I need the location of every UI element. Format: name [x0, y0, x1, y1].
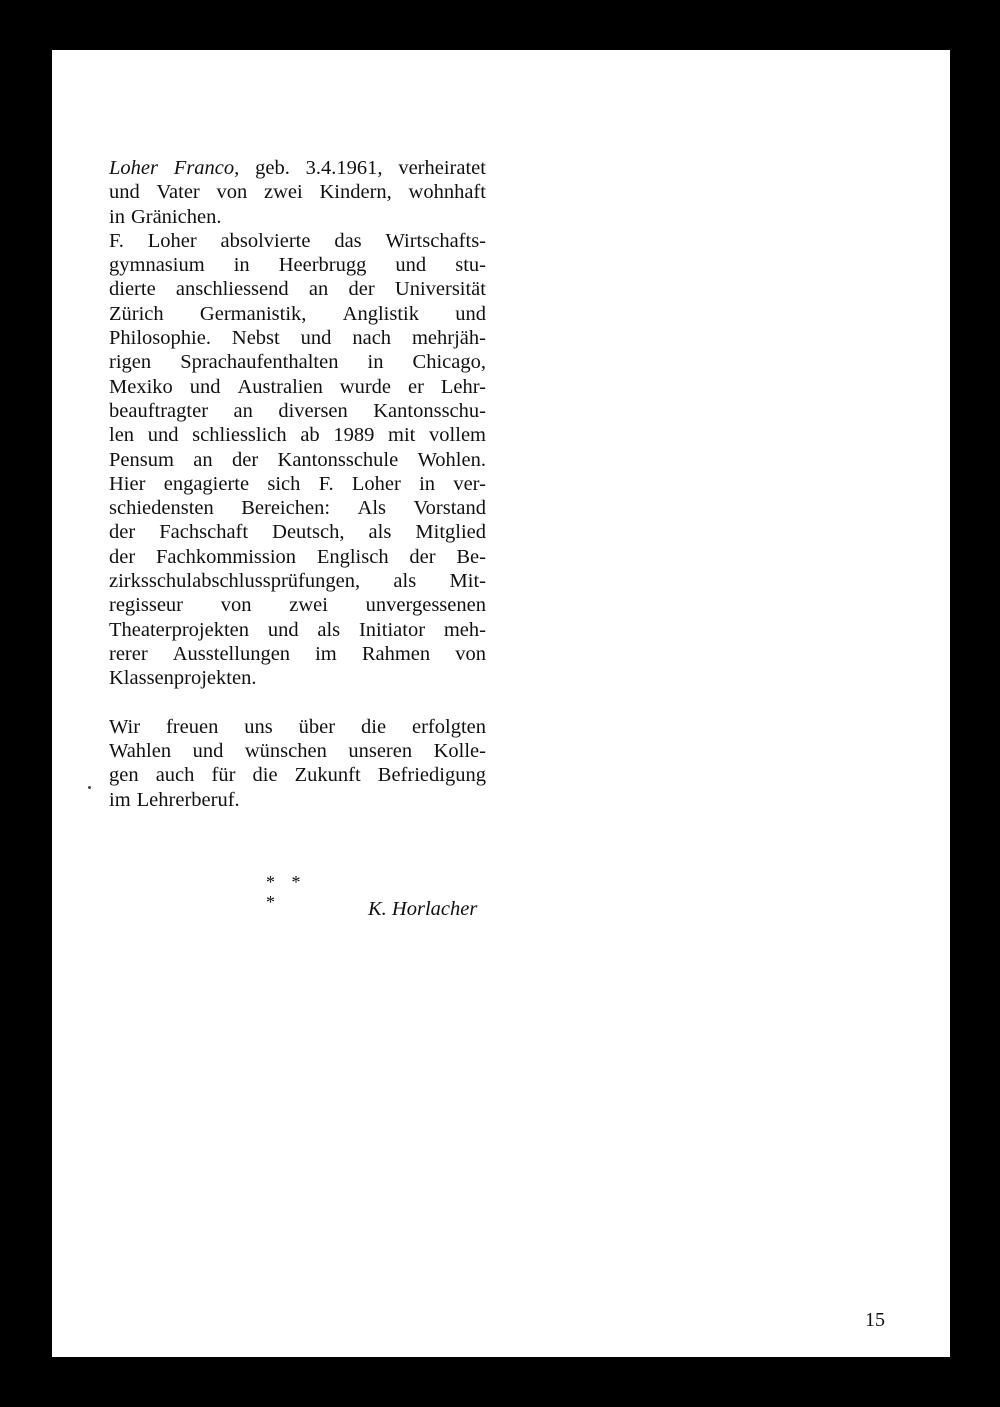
word: als	[393, 570, 417, 593]
word: stu-	[455, 254, 486, 277]
word: der	[109, 545, 136, 568]
word: Germanistik,	[199, 302, 307, 325]
word: Mitglied	[415, 521, 486, 544]
word: der	[348, 278, 375, 301]
word: Wahlen	[109, 740, 172, 763]
word: nach	[352, 327, 392, 350]
text-line	[109, 666, 486, 690]
text-line	[109, 229, 486, 253]
word: Loher	[351, 472, 401, 495]
word: in	[419, 472, 436, 495]
page-number: 15	[865, 1309, 885, 1331]
word: Mit-	[449, 570, 486, 593]
word: Deutsch,	[272, 521, 345, 544]
word: Englisch	[316, 545, 389, 568]
word: rigen	[109, 351, 152, 374]
word: und	[147, 424, 179, 447]
word: rerer	[109, 642, 148, 665]
word: der	[409, 545, 436, 568]
word: Kindern,	[319, 181, 392, 204]
word: Lehrerberuf.	[136, 788, 240, 811]
word: Chicago,	[412, 351, 486, 374]
word: in	[109, 205, 125, 228]
text-line	[109, 399, 486, 423]
word: von	[216, 181, 248, 204]
word: Klassenprojekten.	[109, 667, 257, 690]
word: die	[361, 715, 387, 738]
word: auch	[155, 764, 195, 787]
text-line	[109, 496, 486, 520]
word: der	[109, 521, 136, 544]
text-line	[109, 593, 486, 617]
paragraph-gap	[109, 691, 486, 715]
word: Bereichen:	[241, 497, 331, 520]
word: Vater	[156, 181, 200, 204]
word: len	[109, 424, 135, 447]
word: Philosophie.	[109, 327, 211, 350]
word: gen	[109, 764, 139, 787]
text-line	[109, 642, 486, 666]
text-line	[109, 205, 486, 229]
word: Lehr-	[440, 375, 486, 398]
word: Hier	[109, 472, 146, 495]
word: Befriedigung	[377, 764, 486, 787]
word: Nebst	[231, 327, 280, 350]
word: Rahmen	[361, 642, 431, 665]
word: Mexiko	[109, 375, 173, 398]
word: wohnhaft	[408, 181, 486, 204]
word: 1989	[333, 424, 375, 447]
word: Be-	[456, 545, 486, 568]
word: unseren	[348, 740, 413, 763]
word: Zukunft	[294, 764, 361, 787]
text-line	[109, 715, 486, 739]
word: wurde	[339, 375, 392, 398]
word: über	[298, 715, 336, 738]
text-line	[109, 763, 486, 787]
word: Anglistik	[342, 302, 419, 325]
word: und	[267, 618, 299, 641]
word: Sprachaufenthalten	[180, 351, 339, 374]
word: Australien	[237, 375, 323, 398]
word: F.	[109, 229, 124, 252]
speck-mark	[88, 786, 91, 789]
text-line	[109, 545, 486, 569]
word: uns	[244, 715, 273, 738]
word: von	[455, 642, 486, 665]
word: 3.4.1961,	[305, 157, 383, 179]
word: Kantonsschule	[277, 448, 399, 471]
word: mehrjäh-	[411, 327, 486, 350]
word: geb.	[255, 157, 290, 179]
word: für	[211, 764, 236, 787]
text-line	[109, 253, 486, 277]
text-line	[109, 788, 486, 812]
word: ab	[300, 424, 320, 447]
word: Kantonsschu-	[373, 399, 486, 422]
word: die	[252, 764, 278, 787]
text-line	[109, 520, 486, 544]
word: diversen	[278, 399, 348, 422]
word: schliesslich	[192, 424, 287, 447]
word: Zürich	[109, 302, 164, 325]
word: Heerbrugg	[278, 254, 367, 277]
word: Vorstand	[413, 497, 486, 520]
word: zwei	[289, 594, 328, 617]
text-line	[109, 569, 486, 593]
word: und	[300, 327, 332, 350]
word: schiedensten	[109, 497, 214, 520]
word: zirksschulabschlussprüfungen,	[109, 570, 361, 593]
word: meh-	[443, 618, 486, 641]
word: sich	[267, 472, 301, 495]
word: in	[367, 351, 384, 374]
word: vollem	[429, 424, 486, 447]
word: erfolgten	[412, 715, 486, 738]
word: Loher	[147, 229, 197, 252]
article-body	[109, 156, 486, 812]
word: Loher	[109, 157, 158, 179]
word: engagierte	[163, 472, 250, 495]
word: mit	[388, 424, 416, 447]
word: Initiator	[358, 618, 426, 641]
text-line	[109, 423, 486, 447]
text-line	[109, 277, 486, 301]
text-line	[109, 350, 486, 374]
word: und	[455, 302, 486, 325]
word: als	[368, 521, 392, 544]
word: Wir	[109, 715, 141, 738]
word: Franco,	[173, 157, 240, 179]
word: er	[407, 375, 424, 398]
word: der	[231, 448, 259, 471]
word: zwei	[264, 181, 303, 204]
word: im	[315, 642, 337, 665]
text-line	[109, 302, 486, 326]
word: anschliessend	[175, 278, 289, 301]
word: an	[193, 448, 213, 471]
text-line	[109, 180, 486, 204]
word: Wohlen.	[417, 448, 486, 471]
word: Theaterprojekten	[109, 618, 250, 641]
word: und	[189, 375, 221, 398]
word: dierte	[109, 278, 156, 301]
word: Fachkommission	[155, 545, 297, 568]
word: an	[233, 399, 253, 422]
document-page	[52, 50, 950, 1357]
word: Gränichen.	[130, 205, 222, 228]
word: freuen	[165, 715, 219, 738]
word: an	[308, 278, 329, 301]
word: gymnasium	[109, 254, 205, 277]
text-line	[109, 618, 486, 642]
word: als	[317, 618, 341, 641]
word: und	[395, 254, 427, 277]
word: absolvierte	[220, 229, 311, 252]
word: Ausstellungen	[172, 642, 291, 665]
word: Wirtschafts-	[385, 229, 486, 252]
word: regisseur	[109, 594, 184, 617]
word: F.	[318, 472, 334, 495]
word: in	[233, 254, 250, 277]
word: verheiratet	[398, 157, 486, 179]
text-line	[109, 156, 486, 180]
word: Kolle-	[433, 740, 486, 763]
word: im	[109, 788, 131, 811]
word: wünschen	[244, 740, 327, 763]
word: beauftragter	[109, 399, 209, 422]
text-line	[109, 739, 486, 763]
author-signature: K. Horlacher	[368, 898, 478, 920]
word: das	[334, 229, 362, 252]
word: Als	[357, 497, 386, 520]
word: von	[220, 594, 252, 617]
word: unvergessenen	[365, 594, 486, 617]
word: Pensum	[109, 448, 174, 471]
word: Fachschaft	[159, 521, 249, 544]
section-separator: * * *	[266, 872, 307, 912]
word: und	[109, 181, 140, 204]
text-line	[109, 375, 486, 399]
text-line	[109, 472, 486, 496]
word: Universität	[394, 278, 486, 301]
word: und	[192, 740, 224, 763]
word: ver-	[453, 472, 486, 495]
text-line	[109, 326, 486, 350]
text-line	[109, 448, 486, 472]
